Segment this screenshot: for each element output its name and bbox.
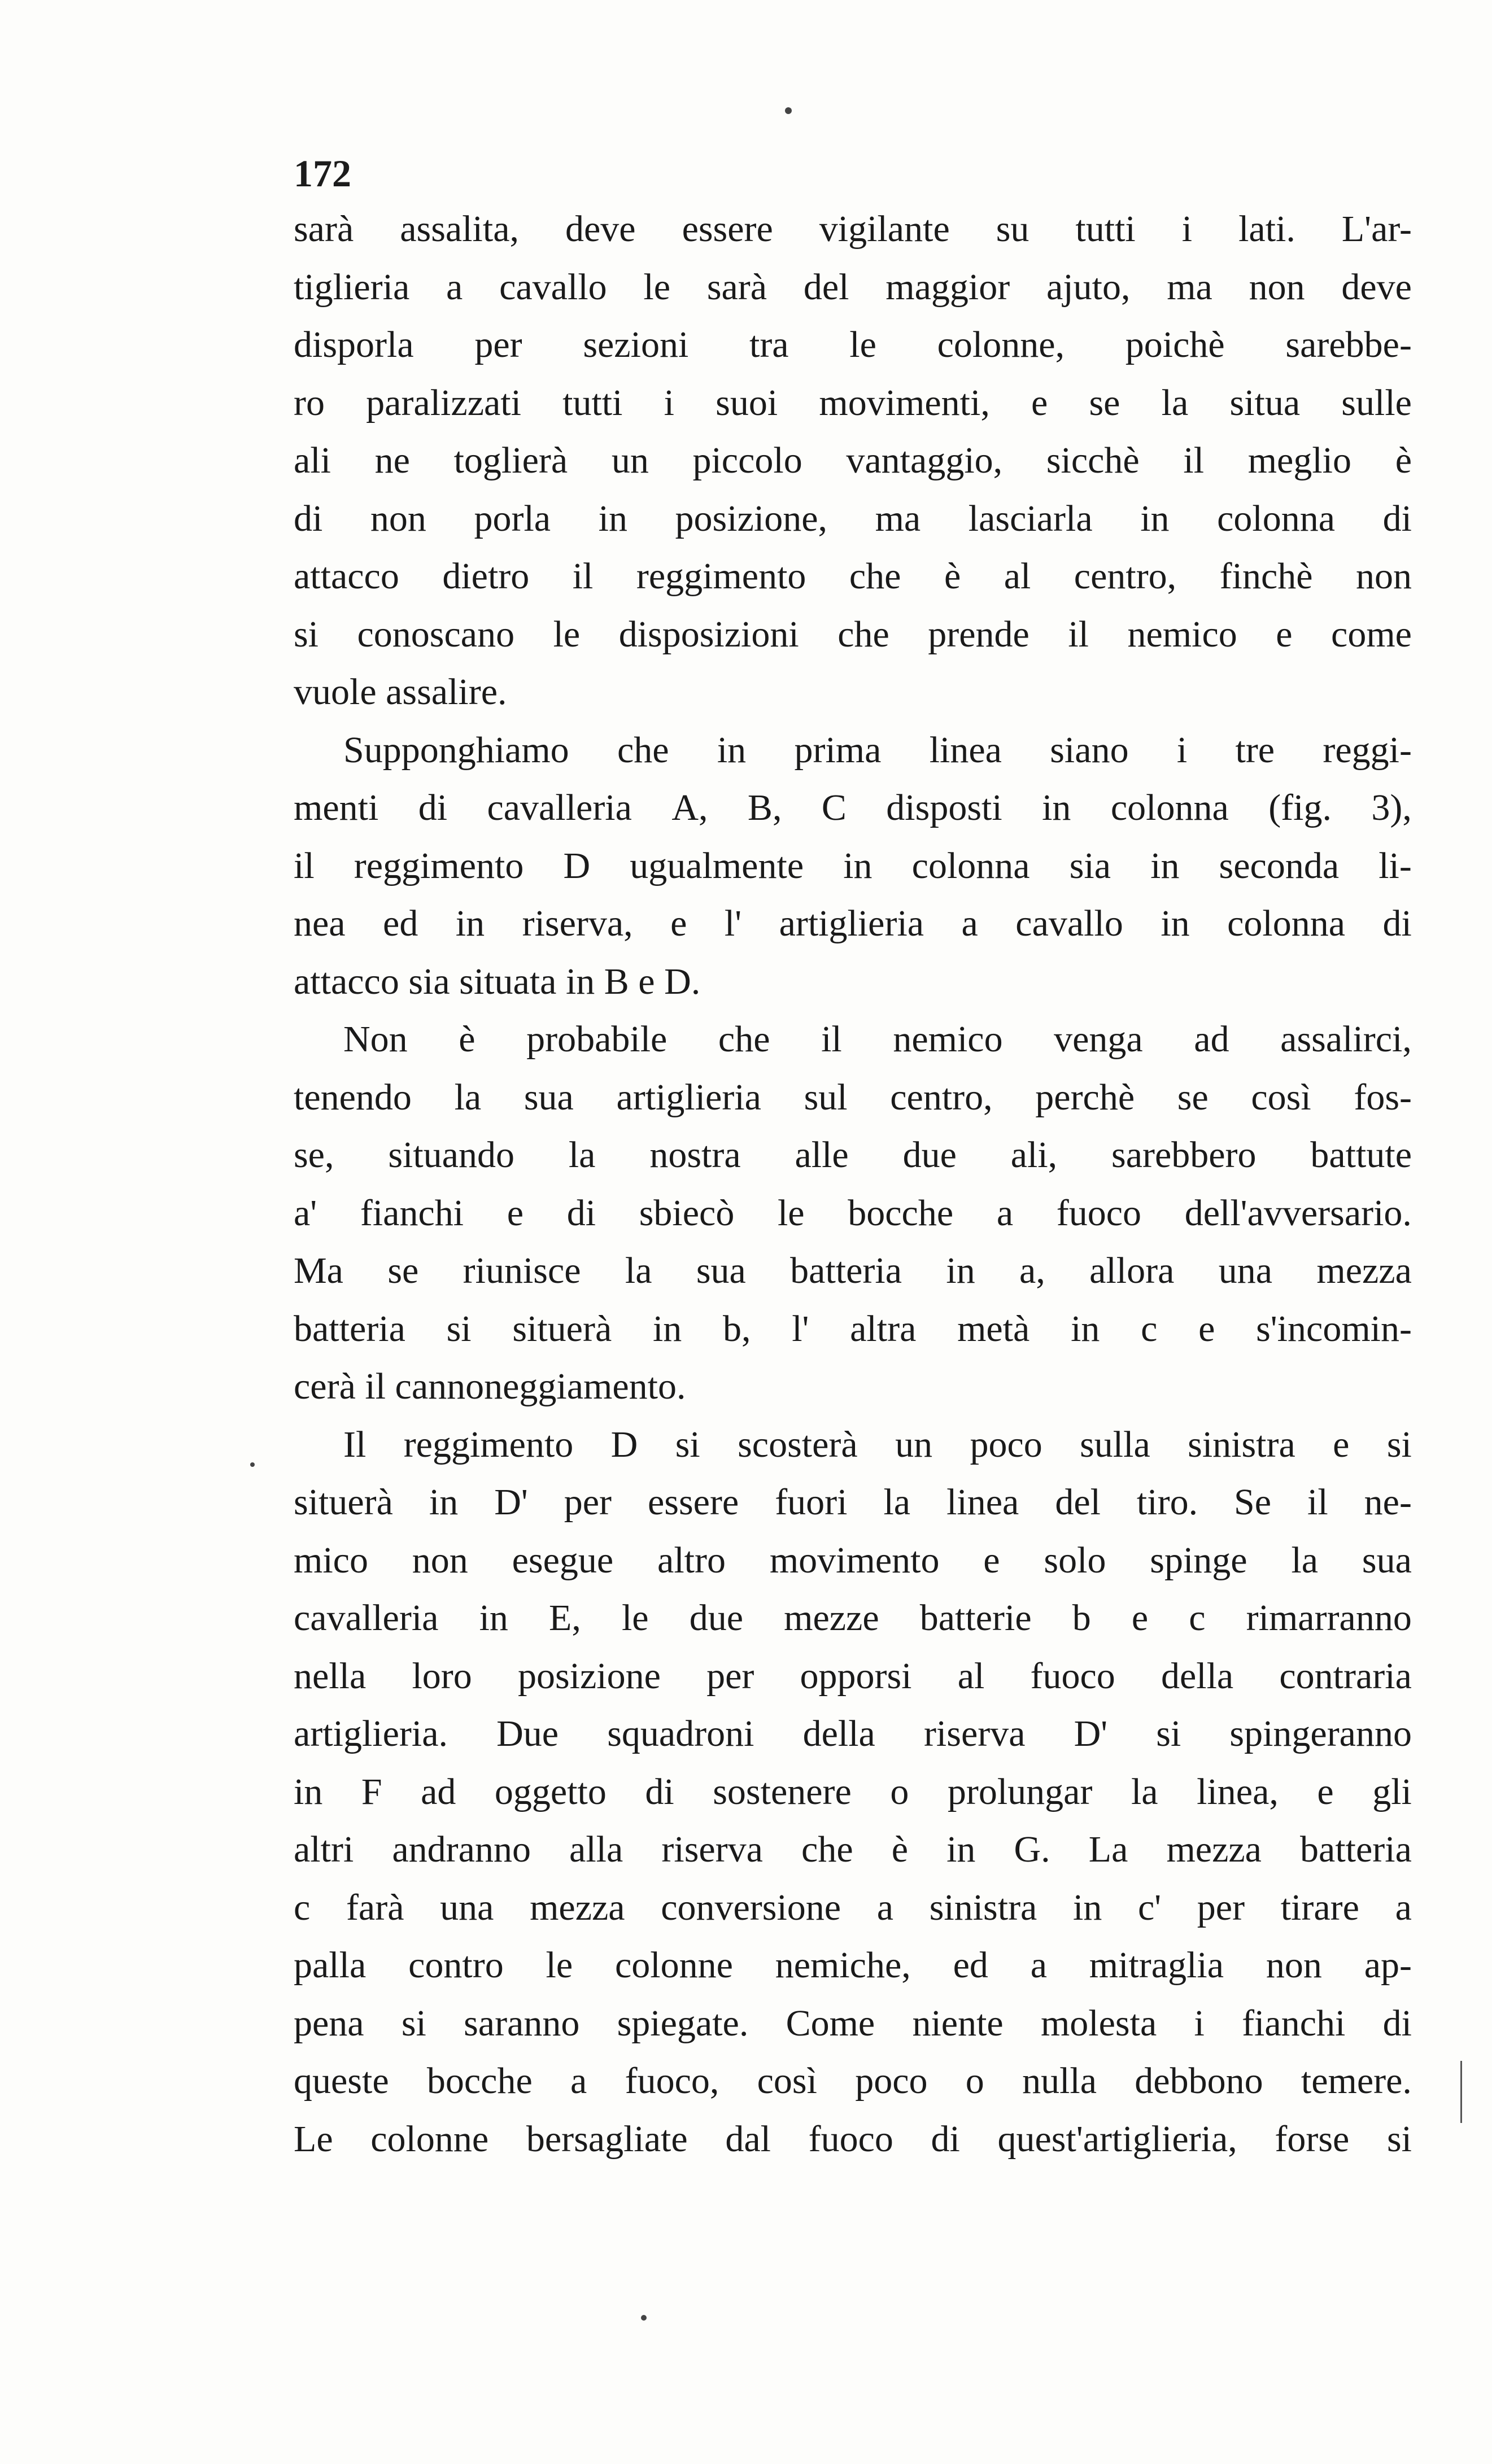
text-line: il reggimento D ugualmente in colonna sia in seconda li- (294, 845, 1412, 886)
text-line: queste bocche a fuoco, così poco o nulla debbono temere. (294, 2060, 1412, 2102)
text-line: artiglieria. Due squadroni della riserva D' si spingeranno (294, 1713, 1412, 1754)
text-line: ali ne toglierà un piccolo vantaggio, sicchè il meglio è (294, 440, 1412, 481)
text-line: Non è probabile che il nemico venga ad assalirci, (343, 1019, 1412, 1060)
text-line: c farà una mezza conversione a sinistra in c' per tirare a (294, 1886, 1412, 1928)
text-line: ro paralizzati tutti i suoi movimenti, e se la situa sulle (294, 382, 1412, 423)
text-line: mico non esegue altro movimento e solo spinge la sua (294, 1539, 1412, 1581)
ink-speck (641, 2315, 647, 2321)
margin-mark (1460, 2061, 1462, 2123)
text-line: se, situando la nostra alle due ali, sarebbero battute (294, 1134, 1412, 1176)
text-line: si conoscano le disposizioni che prende il nemico e come (294, 613, 1412, 655)
text-line: situerà in D' per essere fuori la linea del tiro. Se il ne- (294, 1482, 1412, 1523)
body-text (294, 200, 1412, 2168)
text-line: attacco dietro il reggimento che è al centro, finchè non (294, 556, 1412, 597)
text-line: tiglieria a cavallo le sarà del maggior ajuto, ma non deve (294, 266, 1412, 308)
ink-speck (785, 107, 792, 114)
text-line: vuole assalire. (294, 671, 507, 713)
text-line: palla contro le colonne nemiche, ed a mitraglia non ap- (294, 1945, 1412, 1986)
paragraph (294, 722, 1412, 1011)
ink-speck (250, 1462, 255, 1467)
text-line: disporla per sezioni tra le colonne, poichè sarebbe- (294, 324, 1412, 365)
text-line: Il reggimento D si scosterà un poco sulla sinistra e si (343, 1423, 1412, 1465)
text-line: altri andranno alla riserva che è in G. La mezza batteria (294, 1829, 1412, 1870)
text-line: attacco sia situata in B e D. (294, 960, 701, 1002)
text-line: menti di cavalleria A, B, C disposti in colonna (fig. 3), (294, 787, 1412, 828)
text-line: Ma se riunisce la sua batteria in a, allora una mezza (294, 1250, 1412, 1291)
text-line: batteria si situerà in b, l' altra metà in c e s'incomin- (294, 1308, 1412, 1349)
text-line: sarà assalita, deve essere vigilante su tutti i lati. L'ar- (294, 208, 1412, 250)
text-line: Supponghiamo che in prima linea siano i tre reggi- (343, 729, 1412, 771)
text-line: in F ad oggetto di sostenere o prolungar la linea, e gli (294, 1771, 1412, 1812)
text-line: pena si saranno spiegate. Come niente molesta i fianchi di (294, 2002, 1412, 2044)
text-line: Le colonne bersagliate dal fuoco di quest'artiglieria, forse si (294, 2118, 1412, 2160)
text-line: cerà il cannoneggiamento. (294, 1366, 686, 1407)
paragraph (294, 1416, 1412, 2169)
text-line: nella loro posizione per opporsi al fuoco della contraria (294, 1655, 1412, 1697)
text-line: a' fianchi e di sbiecò le bocche a fuoco dell'avversario. (294, 1192, 1412, 1234)
text-line: cavalleria in E, le due mezze batterie b e c rimarranno (294, 1597, 1412, 1639)
text-line: tenendo la sua artiglieria sul centro, perchè se così fos- (294, 1076, 1412, 1118)
text-line: nea ed in riserva, e l' artiglieria a cavallo in colonna di (294, 903, 1412, 944)
paragraph (294, 200, 1412, 722)
page-number: 172 (294, 152, 351, 195)
paragraph (294, 1011, 1412, 1416)
text-line: di non porla in posizione, ma lasciarla in colonna di (294, 497, 1412, 539)
